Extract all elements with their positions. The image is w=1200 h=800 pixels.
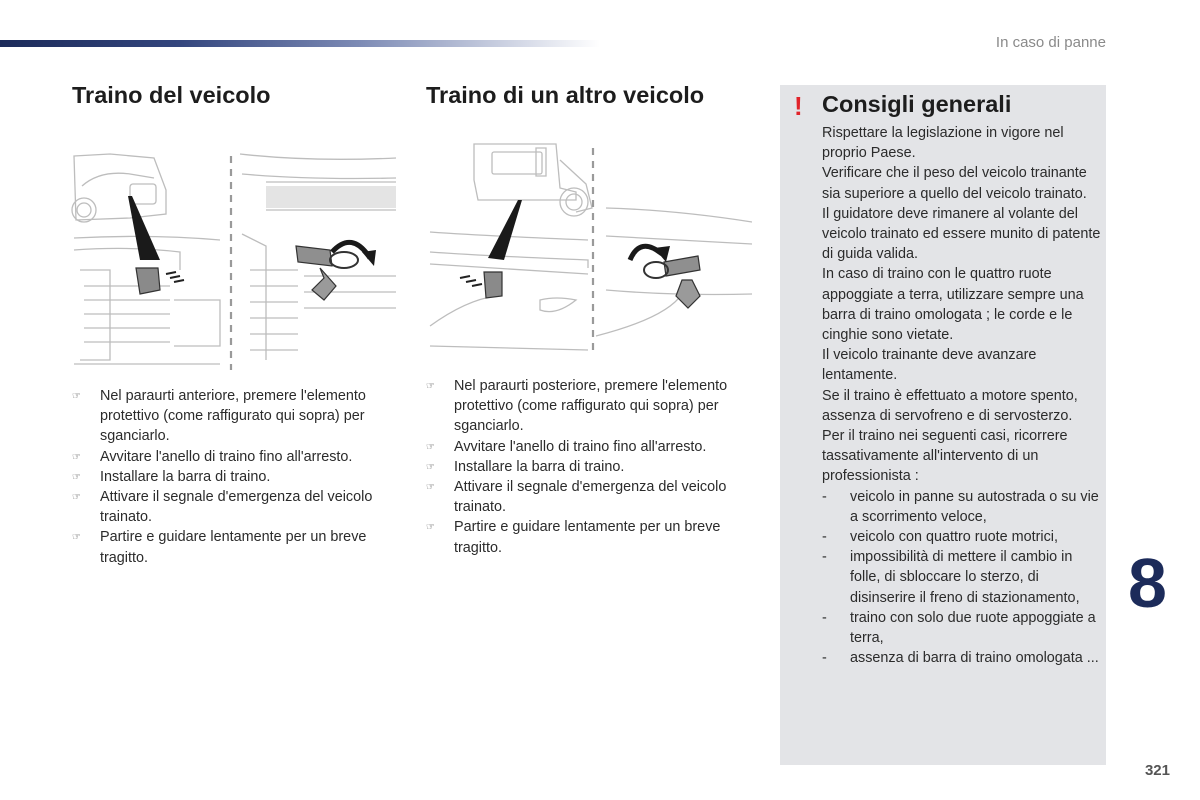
dash-bullet: -: [822, 650, 827, 667]
page-number: 321: [1144, 762, 1170, 779]
list-item: - traino con solo due ruote appoggiate a terra,: [822, 609, 1096, 647]
list-item: ☞ Avvitare l'anello di traino fino all'arresto.: [72, 447, 402, 467]
list-item: - assenza di barra di traino omologata ...: [822, 648, 1104, 668]
list-item: ☞ Partire e guidare lentamente per un breve tragitto.: [426, 519, 721, 556]
pointing-hand-bullet-icon: ☞: [426, 381, 435, 392]
pointing-hand-bullet-icon: ☞: [426, 482, 435, 494]
pointing-hand-bullet-icon: ☞: [426, 522, 435, 534]
advice-paragraph: Verificare che il peso del veicolo trainante sia superiore a quello del veicolo trainato.: [822, 165, 1087, 202]
advice-paragraph: Rispettare la legislazione in vigore nel proprio Paese.: [822, 125, 1064, 162]
advice-paragraph: Se il traino è effettuato a motore spento, assenza di servofreno e di servosterzo.: [822, 387, 1078, 424]
list-item: ☞ Installare la barra di traino.: [426, 457, 756, 477]
professional-cases-list: [822, 487, 1104, 669]
header-gradient-bar: [0, 40, 600, 47]
list-item: ☞ Nel paraurti anteriore, premere l'elemento protettivo (come raffigurato qui sopra) per sganciarlo.: [72, 388, 366, 445]
warning-exclamation-icon: !: [794, 91, 803, 121]
front-towing-eye-illustration: [70, 150, 398, 372]
middle-heading: Traino di un altro veicolo: [426, 82, 705, 108]
dash-bullet: -: [822, 529, 827, 546]
pointing-hand-bullet-icon: ☞: [426, 441, 435, 453]
advice-paragraph: Il veicolo trainante deve avanzare lentamente.: [822, 347, 1037, 384]
general-advice-box: [780, 85, 1106, 765]
list-item: ☞ Attivare il segnale d'emergenza del veicolo trainato.: [426, 479, 727, 516]
list-item: ☞ Partire e guidare lentamente per un breve tragitto.: [72, 529, 367, 566]
list-item: ☞ Installare la barra di traino.: [72, 467, 402, 487]
advice-paragraph: Il guidatore deve rimanere al volante del veicolo trainato ed essere munito di patente di guida valida.: [822, 205, 1101, 263]
left-heading: Traino del veicolo: [72, 82, 271, 108]
pointing-hand-bullet-icon: ☞: [72, 532, 81, 544]
section-header: In caso di panne: [995, 34, 1106, 51]
advice-title: Consigli generali: [822, 91, 1012, 117]
pointing-hand-bullet-icon: ☞: [72, 451, 81, 463]
pointing-hand-bullet-icon: ☞: [72, 471, 81, 483]
chapter-number: 8: [1128, 544, 1167, 622]
dash-bullet: -: [822, 609, 827, 626]
pointing-hand-bullet-icon: ☞: [426, 461, 435, 473]
left-steps-list: [72, 386, 402, 568]
list-item: ☞ Nel paraurti posteriore, premere l'elemento protettivo (come raffigurato qui sopra) per sganciarlo.: [426, 378, 728, 435]
advice-paragraph: Per il traino nei seguenti casi, ricorrere tassativamente all'intervento di un professionista :: [822, 428, 1068, 485]
rear-towing-eye-illustration: [426, 140, 752, 358]
list-item: - veicolo con quattro ruote motrici,: [822, 527, 1104, 547]
dash-bullet: -: [822, 488, 827, 505]
list-item: - veicolo in panne su autostrada o su vie a scorrimento veloce,: [822, 488, 1099, 525]
pointing-hand-bullet-icon: ☞: [72, 492, 81, 504]
list-item: ☞ Attivare il segnale d'emergenza del veicolo trainato.: [72, 489, 373, 526]
list-item: - impossibilità di mettere il cambio in folle, di sbloccare lo sterzo, di disinserire il freno di stazionamento,: [822, 549, 1080, 606]
dash-bullet: -: [822, 549, 827, 566]
middle-steps-list: [426, 376, 756, 558]
pointing-hand-bullet-icon: ☞: [72, 391, 81, 402]
list-item: ☞ Avvitare l'anello di traino fino all'arresto.: [426, 437, 756, 457]
advice-body: [822, 123, 1104, 668]
advice-paragraph: In caso di traino con le quattro ruote appoggiate a terra, utilizzare sempre una barra di traino omologata ; le corde e le cinghie sono vietate.: [822, 266, 1084, 344]
